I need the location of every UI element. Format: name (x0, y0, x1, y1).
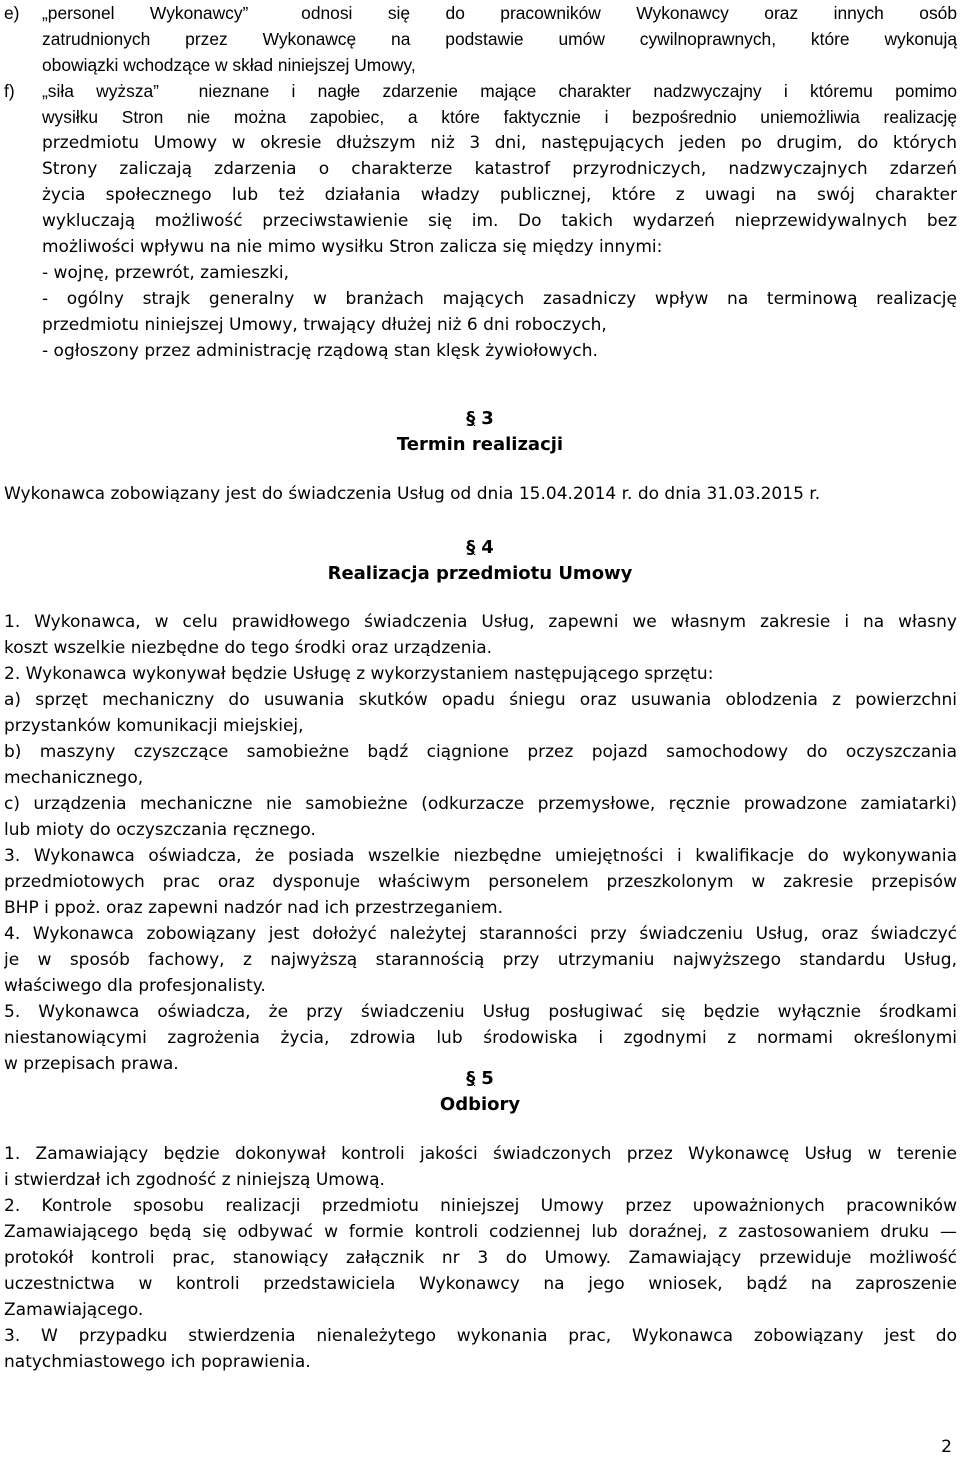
section-4-line: przystanków komunikacji miejskiej, (4, 716, 304, 736)
item-f-line-11: - ogłoszony przez administrację rządową stan klęsk żywiołowych. (42, 341, 598, 361)
section-4-line: BHP i ppoż. oraz zapewni nadzór nad ich przestrzeganiem. (4, 898, 503, 918)
item-f-line-9: - ogólny strajk generalny w branżach mających zasadniczy wpływ na terminową realizację (42, 289, 957, 309)
section-5-line: Zamawiającego. (4, 1300, 144, 1320)
section-4-num: 4 (481, 537, 494, 558)
section-5-symbol: § (466, 1068, 476, 1089)
item-f-line-10: przedmiotu niniejszej Umowy, trwający dłużej niż 6 dni roboczych, (42, 315, 607, 335)
section-5-line: protokół kontroli prac, stanowiący załącznik nr 3 do Umowy. Zamawiający przewiduje możliwość (4, 1248, 957, 1268)
item-f-line-5: życia społecznego lub też działania władzy publicznej, które z uwagi na swój charakter (42, 185, 957, 205)
section-4-line: lub mioty do oczyszczania ręcznego. (4, 820, 316, 840)
section-3-num: 3 (481, 408, 494, 429)
section-4-line: mechanicznego, (4, 768, 144, 788)
section-4-line: je w sposób fachowy, z najwyższą starannością przy utrzymaniu najwyższego standardu Usług, (4, 950, 957, 970)
item-f-line-3: przedmiotu Umowy w okresie dłuższym niż 3 dni, następujących jeden po drugim, do których (42, 133, 957, 153)
item-f-label: f) (4, 81, 15, 101)
item-f-line-6: wykluczają możliwość przeciwstawienie się im. Do takich wydarzeń nieprzewidywalnych bez (42, 211, 957, 231)
section-4-line: właściwego dla profesjonalisty. (4, 976, 266, 996)
section-4-line: b) maszyny czyszczące samobieżne bądź ciągnione przez pojazd samochodowy do oczyszczania (4, 742, 957, 762)
item-f-line-1: „siła wyższa” nieznane i nagłe zdarzenie mające charakter nadzwyczajny i któremu pomimo (42, 81, 957, 101)
item-e-line-3: obowiązki wchodzące w skład niniejszej Umowy, (42, 55, 416, 75)
section-5-line: Zamawiającego będą się odbywać w formie kontroli codziennej lub doraźnej, z zastosowaniem druku — (4, 1222, 957, 1242)
item-f-line-8: - wojnę, przewrót, zamieszki, (42, 263, 289, 283)
item-f-line-4: Strony zaliczają zdarzenia o charakterze katastrof przyrodniczych, nadzwyczajnych zdarzeń (42, 159, 957, 179)
section-5-num: 5 (481, 1068, 494, 1089)
section-4-symbol: § (466, 537, 476, 558)
section-4-line: 4. Wykonawca zobowiązany jest dołożyć należytej staranności przy świadczeniu Usług, oraz świadczyć (4, 924, 957, 944)
section-3-title: Termin realizacji (396, 434, 564, 455)
item-f-line-2: wysiłku Stron nie można zapobiec, a które faktycznie i bezpośrednio uniemożliwia realizację (42, 107, 957, 127)
item-e-line-2: zatrudnionych przez Wykonawcę na podstawie umów cywilnoprawnych, które wykonują (42, 29, 957, 49)
section-5-line: natychmiastowego ich poprawienia. (4, 1352, 311, 1372)
section-4-line: 3. Wykonawca oświadcza, że posiada wszelkie niezbędne umiejętności i kwalifikacje do wykonywania (4, 846, 957, 866)
section-5-line: 2. Kontrole sposobu realizacji przedmiotu niniejszej Umowy przez upoważnionych pracowników (4, 1196, 957, 1216)
section-4-line: koszt wszelkie niezbędne do tego środki oraz urządzenia. (4, 638, 493, 658)
section-5-line: i stwierdzał ich zgodność z niniejszą Umową. (4, 1170, 385, 1190)
section-4-line: 2. Wykonawca wykonywał będzie Usługę z wykorzystaniem następującego sprzętu: (4, 664, 714, 684)
section-4-line: niestanowiącymi zagrożenia życia, zdrowia lub środowiska i zgodnymi z normami określonymi (4, 1028, 957, 1048)
section-5-number (0, 1066, 960, 1092)
item-e-line-1: „personel Wykonawcy” odnosi się do pracowników Wykonawcy oraz innych osób (42, 3, 957, 23)
page-number: 2 (941, 1437, 952, 1457)
section-4-line: c) urządzenia mechaniczne nie samobieżne (odkurzacze przemysłowe, ręcznie prowadzone zamiatarki) (4, 794, 957, 814)
section-4-line: 5. Wykonawca oświadcza, że przy świadczeniu Usług posługiwać się będzie wyłącznie środkami (4, 1002, 957, 1022)
section-4-number (0, 535, 960, 561)
section-3-symbol: § (466, 408, 476, 429)
section-3-number (0, 406, 960, 432)
section-3-text: Wykonawca zobowiązany jest do świadczenia Usług od dnia 15.04.2014 r. do dnia 31.03.2015 r. (4, 484, 821, 504)
item-e-label: e) (4, 3, 20, 23)
section-5-title: Odbiory (439, 1094, 521, 1115)
section-4-line: 1. Wykonawca, w celu prawidłowego świadczenia Usług, zapewni we własnym zakresie i na własny (4, 612, 957, 632)
section-5-line: uczestnictwa w kontroli przedstawiciela Wykonawcy na jego wniosek, bądź na zaproszenie (4, 1274, 957, 1294)
section-4-line: a) sprzęt mechaniczny do usuwania skutków opadu śniegu oraz usuwania oblodzenia z powierzchni (4, 690, 957, 710)
section-5-line: 3. W przypadku stwierdzenia nienależytego wykonania prac, Wykonawca zobowiązany jest do (4, 1326, 957, 1346)
section-5-line: 1. Zamawiający będzie dokonywał kontroli jakości świadczonych przez Wykonawcę Usług w terenie (4, 1144, 957, 1164)
item-f-line-7: możliwości wpływu na nie mimo wysiłku Stron zalicza się między innymi: (42, 237, 663, 257)
section-4-line: przedmiotowych prac oraz dysponuje właściwym personelem przeszkolonym w zakresie przepisów (4, 872, 957, 892)
section-4-title: Realizacja przedmiotu Umowy (327, 563, 633, 584)
section-4-line: w przepisach prawa. (4, 1054, 179, 1074)
